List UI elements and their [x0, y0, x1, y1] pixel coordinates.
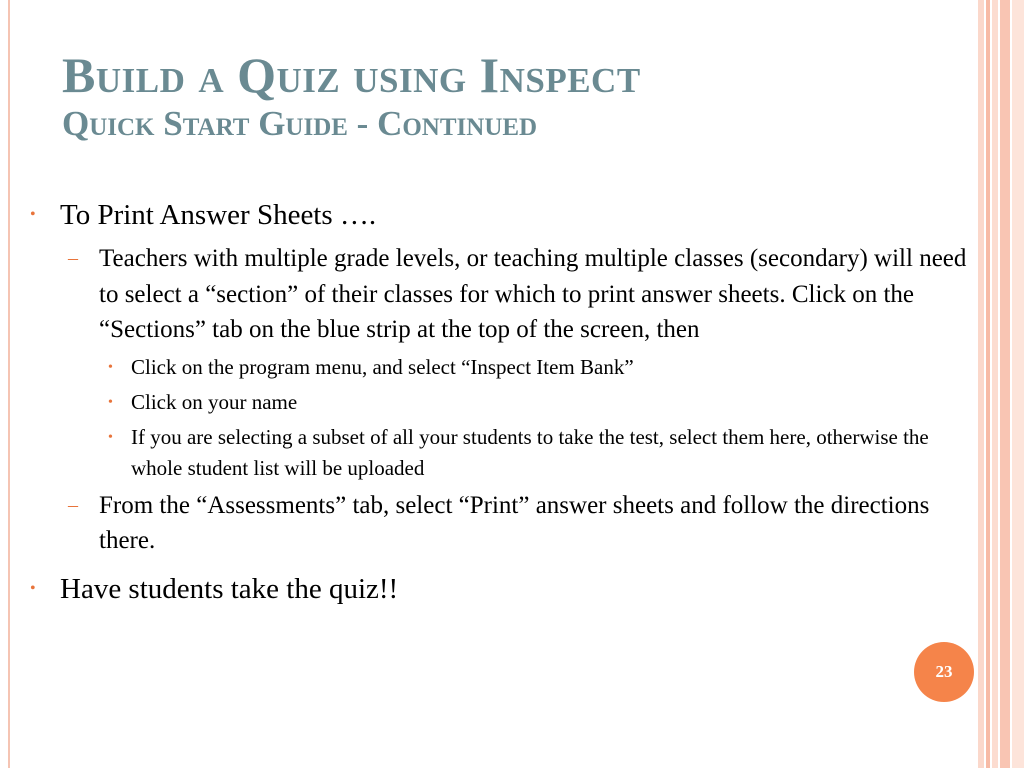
- sub-bullet-text: From the “Assessments” tab, select “Print” answer sheets and follow the directions there.: [99, 491, 930, 554]
- slide-subtitle: Quick Start Guide - Continued: [62, 104, 538, 143]
- left-decorative-line: [8, 0, 10, 768]
- sub-sub-bullet-text: Click on your name: [131, 389, 298, 414]
- sub-sub-bullet-your-name: [30, 387, 970, 418]
- sub-sub-bullet-text: Click on the program menu, and select “Inspect Item Bank”: [131, 354, 634, 379]
- slide-title-block: [62, 47, 641, 143]
- dash-bullet-icon: –: [68, 247, 78, 269]
- bullet-text: Have students take the quiz!!: [60, 572, 399, 605]
- page-number-badge: 23: [914, 642, 974, 702]
- bullet-dot-icon: •: [30, 579, 36, 597]
- slide-body: [30, 193, 970, 611]
- bullet-take-quiz: [30, 567, 970, 611]
- sub-bullet-assessments: [30, 488, 970, 559]
- slide-title: Build a Quiz using Inspect: [62, 47, 641, 103]
- bullet-dot-icon: •: [108, 394, 113, 410]
- sub-sub-bullet-text: If you are selecting a subset of all your students to take the test, select them here, otherwise the whole student list will be uploaded: [131, 424, 929, 480]
- bullet-dot-icon: •: [30, 206, 36, 223]
- dash-bullet-icon: –: [68, 493, 78, 516]
- right-decorative-stripe: [978, 0, 984, 768]
- bullet-dot-icon: •: [108, 359, 113, 375]
- sub-bullet-text: Teachers with multiple grade levels, or teaching multiple classes (secondary) will need to select a “section” of their classes for which to print answer sheets. Click on the “Sections” tab on the blue strip at the top of the screen, then: [99, 245, 967, 343]
- bullet-dot-icon: •: [108, 429, 113, 445]
- right-decorative-stripe: [1012, 0, 1024, 768]
- bullet-print-answer-sheets: [30, 193, 970, 237]
- right-decorative-stripe: [992, 0, 998, 768]
- right-decorative-stripe: [986, 0, 990, 768]
- bullet-text: To Print Answer Sheets ….: [60, 199, 377, 231]
- sub-sub-bullet-subset: [30, 422, 970, 484]
- sub-sub-bullet-program-menu: [30, 352, 970, 383]
- right-decorative-stripe: [1000, 0, 1010, 768]
- sub-bullet-sections: [30, 241, 970, 348]
